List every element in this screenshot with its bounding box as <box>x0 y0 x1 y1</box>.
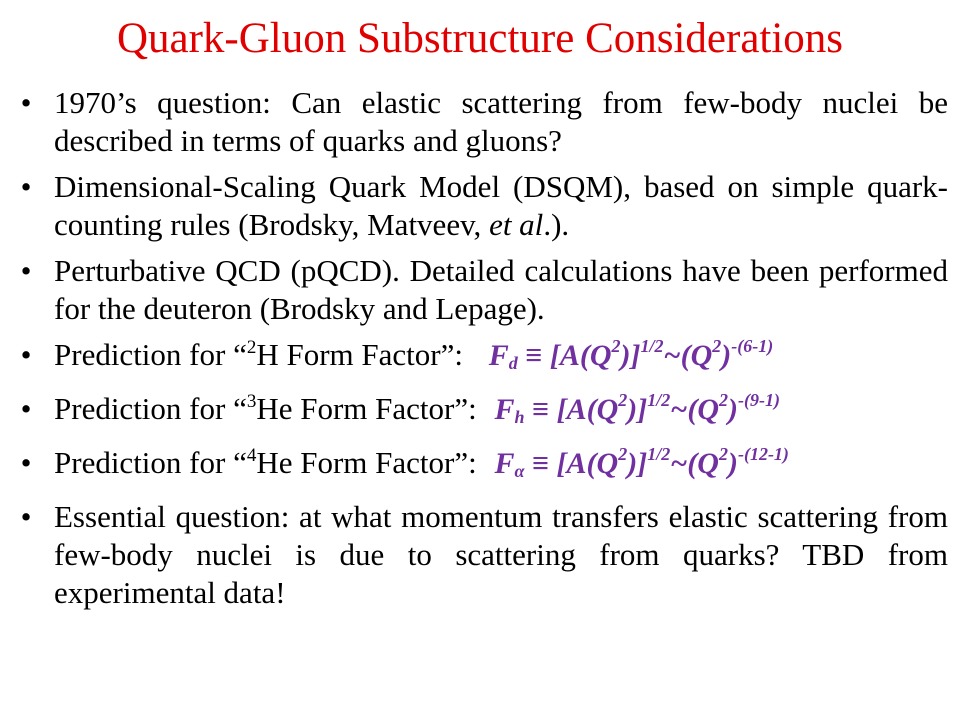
bullet-italic-text: et al <box>489 207 544 242</box>
bullet-text: 1970’s question: Can elastic scattering from few-body nuclei be described in terms of quarks and gluons? <box>54 85 948 158</box>
bullet-text: Perturbative QCD (pQCD). Detailed calculations have been performed for the deuteron (Brodsky and Lepage). <box>54 253 948 326</box>
form-factor-formula-4he: $F_\alpha$ ≡ $[A(Q^2)]^{1/2}\sim(Q^2)^{-(12-1)}$ <box>494 444 789 481</box>
bullet-dot-icon: • <box>20 337 32 372</box>
prediction-prefix: Prediction for “ <box>54 445 247 480</box>
bullet-dsqm <box>14 168 948 244</box>
nucleus-label: H Form Factor”: <box>256 337 463 372</box>
bullet-dot-icon: • <box>20 85 32 120</box>
form-factor-formula-3he: $F_h$ ≡ $[A(Q^2)]^{1/2}\sim(Q^2)^{-(9-1)}$ <box>494 390 780 427</box>
prediction-prefix: Prediction for “ <box>54 337 247 372</box>
bullet-dot-icon: • <box>20 445 32 480</box>
mass-number: 2 <box>246 337 257 358</box>
bullet-prediction-4he <box>14 444 948 490</box>
bullet-dot-icon: • <box>20 253 32 288</box>
bullet-dot-icon: • <box>20 499 32 534</box>
nucleus-label: He Form Factor”: <box>256 391 477 426</box>
bullet-dot-icon: • <box>20 391 32 426</box>
bullet-pqcd <box>14 252 948 328</box>
bullet-essential-question <box>14 498 948 612</box>
mass-number: 4 <box>246 445 257 466</box>
bullet-prediction-3he <box>14 390 948 436</box>
bullet-dot-icon: • <box>20 169 32 204</box>
bullet-text: Essential question: at what momentum transfers elastic scattering from few-body nuclei is due to scattering from quarks? TBD from experimental data! <box>54 499 948 610</box>
form-factor-formula-2h: $F_d$ ≡ $[A(Q^2)]^{1/2}\sim(Q^2)^{-(6-1)}$ <box>488 336 774 373</box>
bullet-text: Dimensional-Scaling Quark Model (DSQM), based on simple quark-counting rules (Brodsky, Matveev, <box>54 169 948 242</box>
prediction-prefix: Prediction for “ <box>54 391 247 426</box>
bullet-1970s-question <box>14 84 948 160</box>
bullet-list <box>14 84 948 620</box>
mass-number: 3 <box>246 391 257 412</box>
bullet-text-end: .). <box>543 207 570 242</box>
nucleus-label: He Form Factor”: <box>256 445 477 480</box>
bullet-prediction-2h <box>14 336 948 382</box>
slide-title: Quark-Gluon Substructure Considerations <box>116 15 844 62</box>
